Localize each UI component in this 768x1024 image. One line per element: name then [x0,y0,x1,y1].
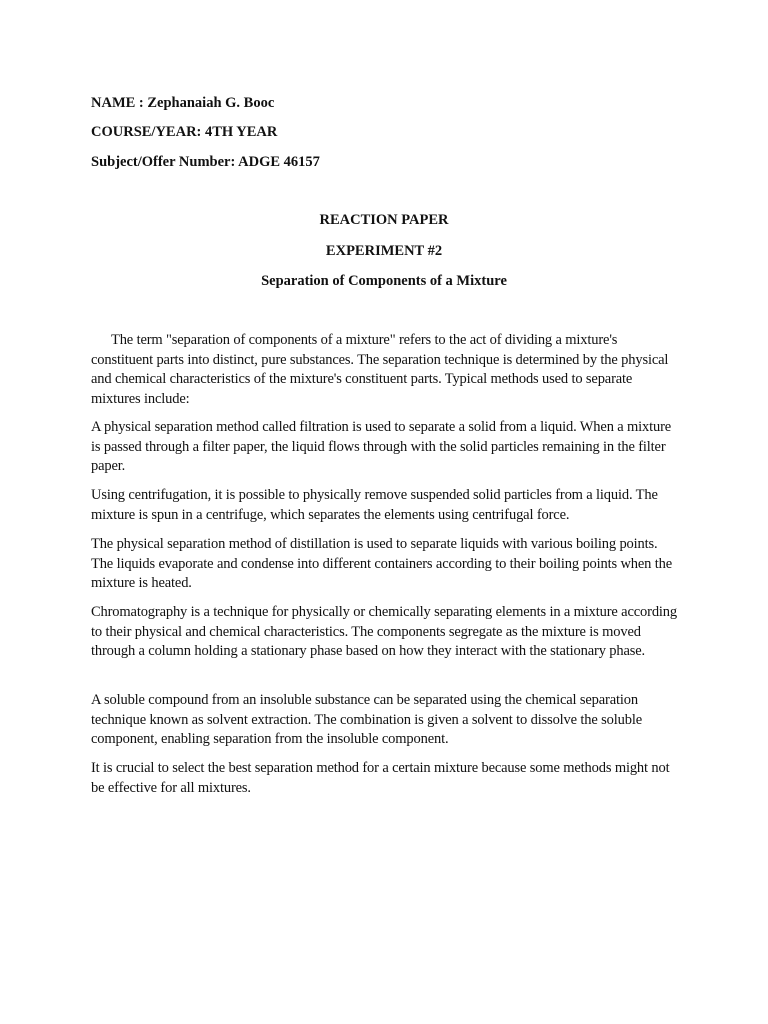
subject-offer-number: Subject/Offer Number: ADGE 46157 [91,154,320,170]
paragraph-centrifugation: Using centrifugation, it is possible to physically remove suspended solid particles from a liquid. The mixture is spun in a centrifuge, which separates the elements using centrifugal force. [91,487,658,523]
paragraph-distillation: The physical separation method of distillation is used to separate liquids with various boiling points. The liquids evaporate and condense into different containers according to their boiling points when the mixture is heated. [91,536,673,591]
paper-type-title: REACTION PAPER [319,212,449,228]
student-name: NAME : Zephanaiah G. Booc [91,95,275,111]
paragraph-chromatography: Chromatography is a technique for physically or chemically separating elements in a mixture according to their physical and chemical characteristics. The components segregate as the mixture is moved through a column holding a stationary phase based on how they interact with the stationary phase. [91,604,677,659]
paragraph-solvent-extraction: A soluble compound from an insoluble substance can be separated using the chemical separation technique known as solvent extraction. The combination is given a solvent to dissolve the soluble component, enabling separation from the insoluble component. [91,692,642,747]
paragraph-intro: The term "separation of components of a mixture" refers to the act of dividing a mixture's constituent parts into distinct, pure substances. The separation technique is determined by the physical and chemical characteristics of the mixture's constituent parts. Typical methods used to separate mixtures include: [91,332,669,407]
course-year: COURSE/YEAR: 4TH YEAR [91,124,278,140]
topic-title: Separation of Components of a Mixture [261,273,507,289]
experiment-title: EXPERIMENT #2 [325,243,443,259]
paragraph-filtration: A physical separation method called filtration is used to separate a solid from a liquid. When a mixture is passed through a filter paper, the liquid flows through with the solid particles remaining in the filter paper. [91,419,672,474]
paragraph-conclusion: It is crucial to select the best separation method for a certain mixture because some methods might not be effective for all mixtures. [91,760,670,796]
